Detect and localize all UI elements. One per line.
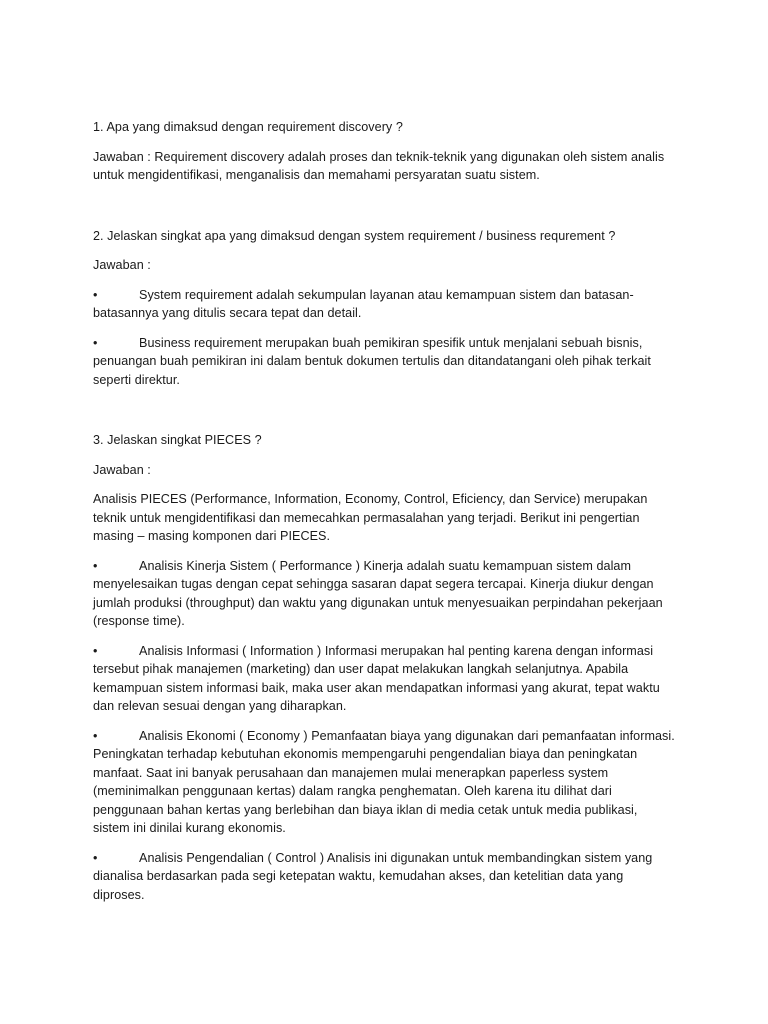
answer-1: Jawaban : Requirement discovery adalah proses dan teknik-teknik yang digunakan oleh sistem analis untuk mengidentifikasi, menganalisis dan memahami persyaratan suatu sistem. xyxy=(93,149,665,182)
document-page xyxy=(93,118,675,915)
section-spacer xyxy=(93,400,675,431)
question-2: 2. Jelaskan singkat apa yang dimaksud dengan system requirement / business requrement ? xyxy=(93,228,616,243)
section-spacer xyxy=(93,196,675,227)
bullet-icon: • xyxy=(93,643,98,658)
bullet-icon: • xyxy=(93,558,98,573)
bullet-icon: • xyxy=(93,287,98,302)
bullet-icon: • xyxy=(93,335,98,350)
list-item-text: Analisis Pengendalian ( Control ) Analisis ini digunakan untuk membandingkan sistem yang dianalisa berdasarkan pada segi ketepatan waktu, kemudahan akses, dan ketelitian data yang diproses. xyxy=(93,850,653,902)
answer-label-3: Jawaban : xyxy=(93,462,151,477)
question-1: 1. Apa yang dimaksud dengan requirement discovery ? xyxy=(93,120,403,134)
question-3: 3. Jelaskan singkat PIECES ? xyxy=(93,433,262,447)
list-item-text: Analisis Ekonomi ( Economy ) Pemanfaatan biaya yang digunakan dari pemanfaatan informasi. Peningkatan terhadap kebutuhan ekonomis mempengaruhi pengendalian biaya dan peningkatan manfaat. Saat ini banyak perusahaan dan manajemen mulai menerapkan paperless system (meminimalkan penggunaan kertas) dalam rangka penghematan. Oleh karena itu dilihat dari penggunaan bahan kertas yang berlebihan dan biaya iklan di media cetak untuk media publikasi, sistem ini dinilai kurang ekonomis. xyxy=(93,728,675,835)
list-item-text: Analisis Informasi ( Information ) Informasi merupakan hal penting karena dengan informasi tersebut pihak manajemen (marketing) dan user dapat melakukan langkah selanjutnya. Apabila kemampuan sistem informasi baik, maka user akan mendapatkan informasi yang akurat, tepat waktu dan relevan sesuai dengan yang diharapkan. xyxy=(93,643,660,713)
list-item-text: System requirement adalah sekumpulan layanan atau kemampuan sistem dan batasan-batasannya yang ditulis secara tepat dan detail. xyxy=(93,287,634,320)
list-item xyxy=(93,849,675,905)
list-item xyxy=(93,557,675,631)
bullet-icon: • xyxy=(93,850,98,865)
answer-label-2: Jawaban : xyxy=(93,258,151,272)
list-item xyxy=(93,642,675,716)
list-item-text: Business requirement merupakan buah pemikiran spesifik untuk menjalani sebuah bisnis, penuangan buah pemikiran ini dalam bentuk dokumen tertulis dan ditandatangani oleh pihak terkait seperti direktur. xyxy=(93,335,651,387)
pieces-intro: Analisis PIECES (Performance, Information, Economy, Control, Eficiency, dan Service) merupakan teknik untuk mengidentifikasi dan memecahkan permasalahan yang terjadi. Berikut ini pengertian masing – masing komponen dari PIECES. xyxy=(93,492,648,543)
list-item-text: Analisis Kinerja Sistem ( Performance ) Kinerja adalah suatu kemampuan sistem dalam menyelesaikan tugas dengan cepat sehingga sasaran dapat segera tercapai. Kinerja diukur dengan jumlah produksi (throughput) dan waktu yang digunakan untuk menyesuaikan perpindahan pekerjaan (response time). xyxy=(93,558,663,628)
list-item xyxy=(93,727,675,838)
list-item xyxy=(93,334,675,390)
bullet-icon: • xyxy=(93,728,98,743)
list-item xyxy=(93,286,675,323)
